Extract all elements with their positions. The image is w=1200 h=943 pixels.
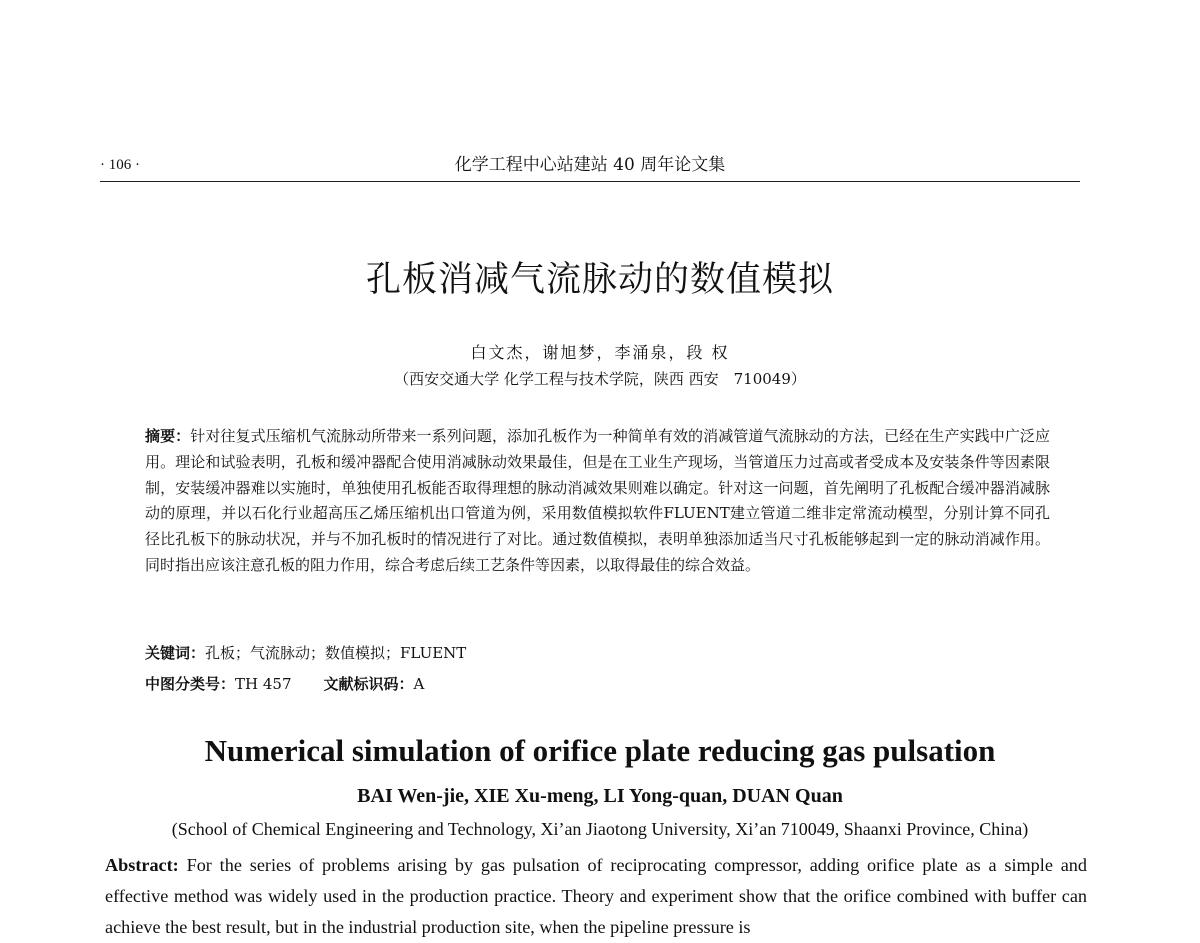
keywords-text-cn: 孔板；气流脉动；数值模拟；FLUENT bbox=[205, 644, 467, 662]
keywords-label-cn: 关键词： bbox=[145, 644, 206, 662]
header-rule bbox=[100, 181, 1080, 182]
authors-cn: 白文杰，谢旭梦，李涌泉，段 权 bbox=[470, 343, 730, 362]
clc-label: 中图分类号： bbox=[145, 675, 236, 693]
abstract-label-cn: 摘要： bbox=[145, 427, 191, 445]
abstract-label-en: Abstract: bbox=[105, 855, 179, 875]
abstract-text-cn: 针对往复式压缩机气流脉动所带来一系列问题，添加孔板作为一种简单有效的消减管道气流脉动的方法，已经在生产实践中广泛应用。理论和试验表明，孔板和缓冲器配合使用消减脉动效果最佳，但是在工业生产现场，当管道压力过高或者受成本及安装条件等因素限制，安装缓冲器难以实施时，单独使用孔板能否取得理想的脉动消减效果则难以确定。针对这一问题，首先阐明了孔板配合缓冲器消减脉动的原理，并以石化行业超高压乙烯压缩机出口管道为例，采用数值模拟软件FLUENT建立管道二维非定常流动模型，分别计算不同孔径比孔板下的脉动状况，并与不加孔板时的情况进行了对比。通过数值模拟，表明单独添加适当尺寸孔板能够起到一定的脉动消减作用。同时指出应该注意孔板的阻力作用，综合考虑后续工艺条件等因素，以取得最佳的综合效益。 bbox=[145, 427, 1050, 574]
doc-code-value: A bbox=[413, 675, 425, 693]
keywords-cn bbox=[145, 642, 466, 663]
running-title: 化学工程中心站建站 40 周年论文集 bbox=[454, 155, 726, 175]
abstract-en bbox=[105, 850, 1087, 943]
paper-title-cn: 孔板消减气流脉动的数值模拟 bbox=[365, 260, 834, 300]
page-header bbox=[100, 150, 1080, 182]
doc-code-label: 文献标识码： bbox=[323, 675, 414, 693]
page-number: · 106 · bbox=[100, 157, 140, 173]
abstract-text-en: For the series of problems arising by gas pulsation of reciprocating compressor, adding orifice plate as a simple and effective method was widely used in the production practice. Theory and experiment show that the orifice combined with buffer can achieve the best result, but in the industrial production site, when the pipeline pressure is bbox=[105, 855, 1087, 937]
clc-value: TH 457 bbox=[235, 675, 292, 693]
abstract-cn bbox=[145, 424, 1050, 579]
affiliation-en: (School of Chemical Engineering and Technology, Xi’an Jiaotong University, Xi’an 710049, Shaanxi Province, China) bbox=[171, 819, 1029, 839]
paper-title-en: Numerical simulation of orifice plate reducing gas pulsation bbox=[204, 733, 996, 768]
affiliation-cn: （西安交通大学 化学工程与技术学院，陕西 西安 710049） bbox=[394, 370, 806, 388]
authors-en: BAI Wen-jie, XIE Xu-meng, LI Yong-quan, DUAN Quan bbox=[357, 785, 843, 807]
classification-line bbox=[145, 673, 424, 694]
